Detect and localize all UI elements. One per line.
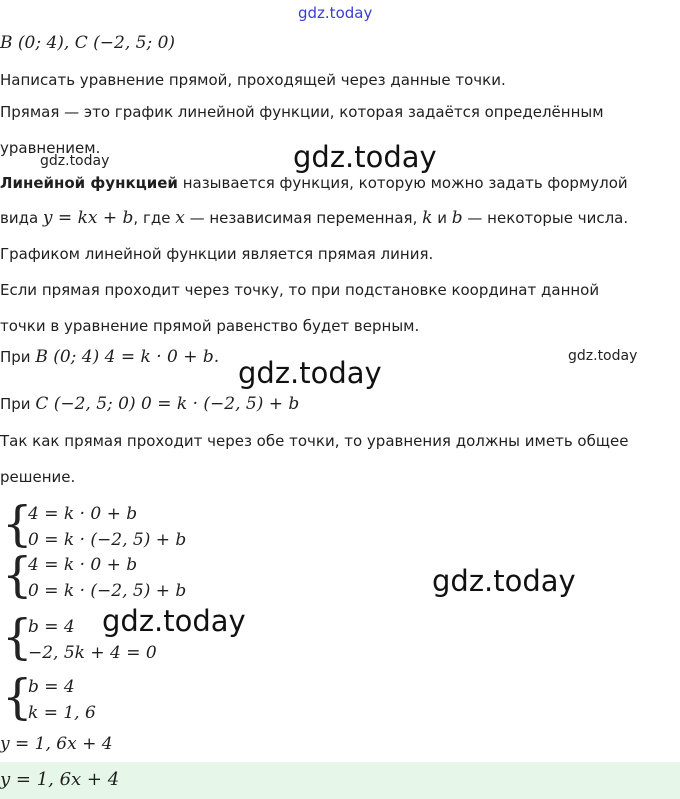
both-points-line-1: Так как прямая проходит через обе точки, то уравнения должны иметь общее [0,432,629,450]
linear-function-term: Линейной функцией [0,174,178,192]
system-3-brace: { [2,609,33,665]
task-text: Написать уравнение прямой, проходящей через данные точки. [0,71,506,89]
watermark-big-1: gdz.today [293,140,437,174]
definition-line-1: Прямая — это график линейной функции, которая задаётся определённым [0,103,604,121]
system-1-brace: { [2,496,33,552]
pri-text-b: При [0,348,36,366]
system-3-eq-1: b = 4 [28,617,75,637]
both-points-line-2: решение. [0,468,76,486]
if-passes-line-1: Если прямая проходит через точку, то при подстановке координат данной [0,281,600,299]
system-1-eq-1: 4 = k · 0 + b [28,504,138,524]
vida-text: вида [0,209,43,227]
point-b-substitution [0,347,219,367]
system-1-eq-2: 0 = k · (−2, 5) + b [28,530,187,550]
independent-text: — независимая переменная, [184,209,423,227]
watermark-small-2: gdz.today [568,348,638,364]
watermark-big-2: gdz.today [238,356,382,390]
watermark-top: gdz.today [298,4,373,22]
watermark-big-4: gdz.today [102,604,246,638]
formula-y: y = kx + b [42,208,134,228]
formula-line [0,208,628,228]
system-2-brace: { [2,547,33,603]
pri-text-c: При [0,395,36,413]
system-2-eq-2: 0 = k · (−2, 5) + b [28,581,187,601]
watermark-small-1: gdz.today [40,153,110,169]
answer-box [0,762,680,799]
system-4-brace: { [2,669,33,725]
gde-text: , где [133,209,176,227]
system-4-eq-2: k = 1, 6 [28,703,96,723]
var-b: b [451,208,463,228]
definition-line-2: уравнением. [0,139,101,157]
watermark-big-3: gdz.today [432,564,576,598]
point-b-equation: B (0; 4) 4 = k · 0 + b. [35,347,220,367]
system-4-eq-1: b = 4 [28,677,75,697]
linear-function-definition [0,174,628,192]
and-text: и [432,209,452,227]
linear-function-rest: называется функция, которую можно задать формулой [177,174,628,192]
point-c-equation: C (−2, 5; 0) 0 = k · (−2, 5) + b [35,394,300,414]
var-x: x [175,208,185,228]
header-points: B (0; 4), C (−2, 5; 0) [0,33,176,53]
if-passes-line-2: точки в уравнение прямой равенство будет верным. [0,317,420,335]
system-3-eq-2: −2, 5k + 4 = 0 [28,643,157,663]
point-c-substitution [0,394,299,414]
some-numbers-text: — некоторые числа. [462,209,629,227]
answer-equation: y = 1, 6x + 4 [0,769,120,790]
system-2-eq-1: 4 = k · 0 + b [28,555,138,575]
graph-text: Графиком линейной функции является прямая линия. [0,245,434,263]
result-equation: y = 1, 6x + 4 [0,734,113,754]
var-k: k [422,208,433,228]
